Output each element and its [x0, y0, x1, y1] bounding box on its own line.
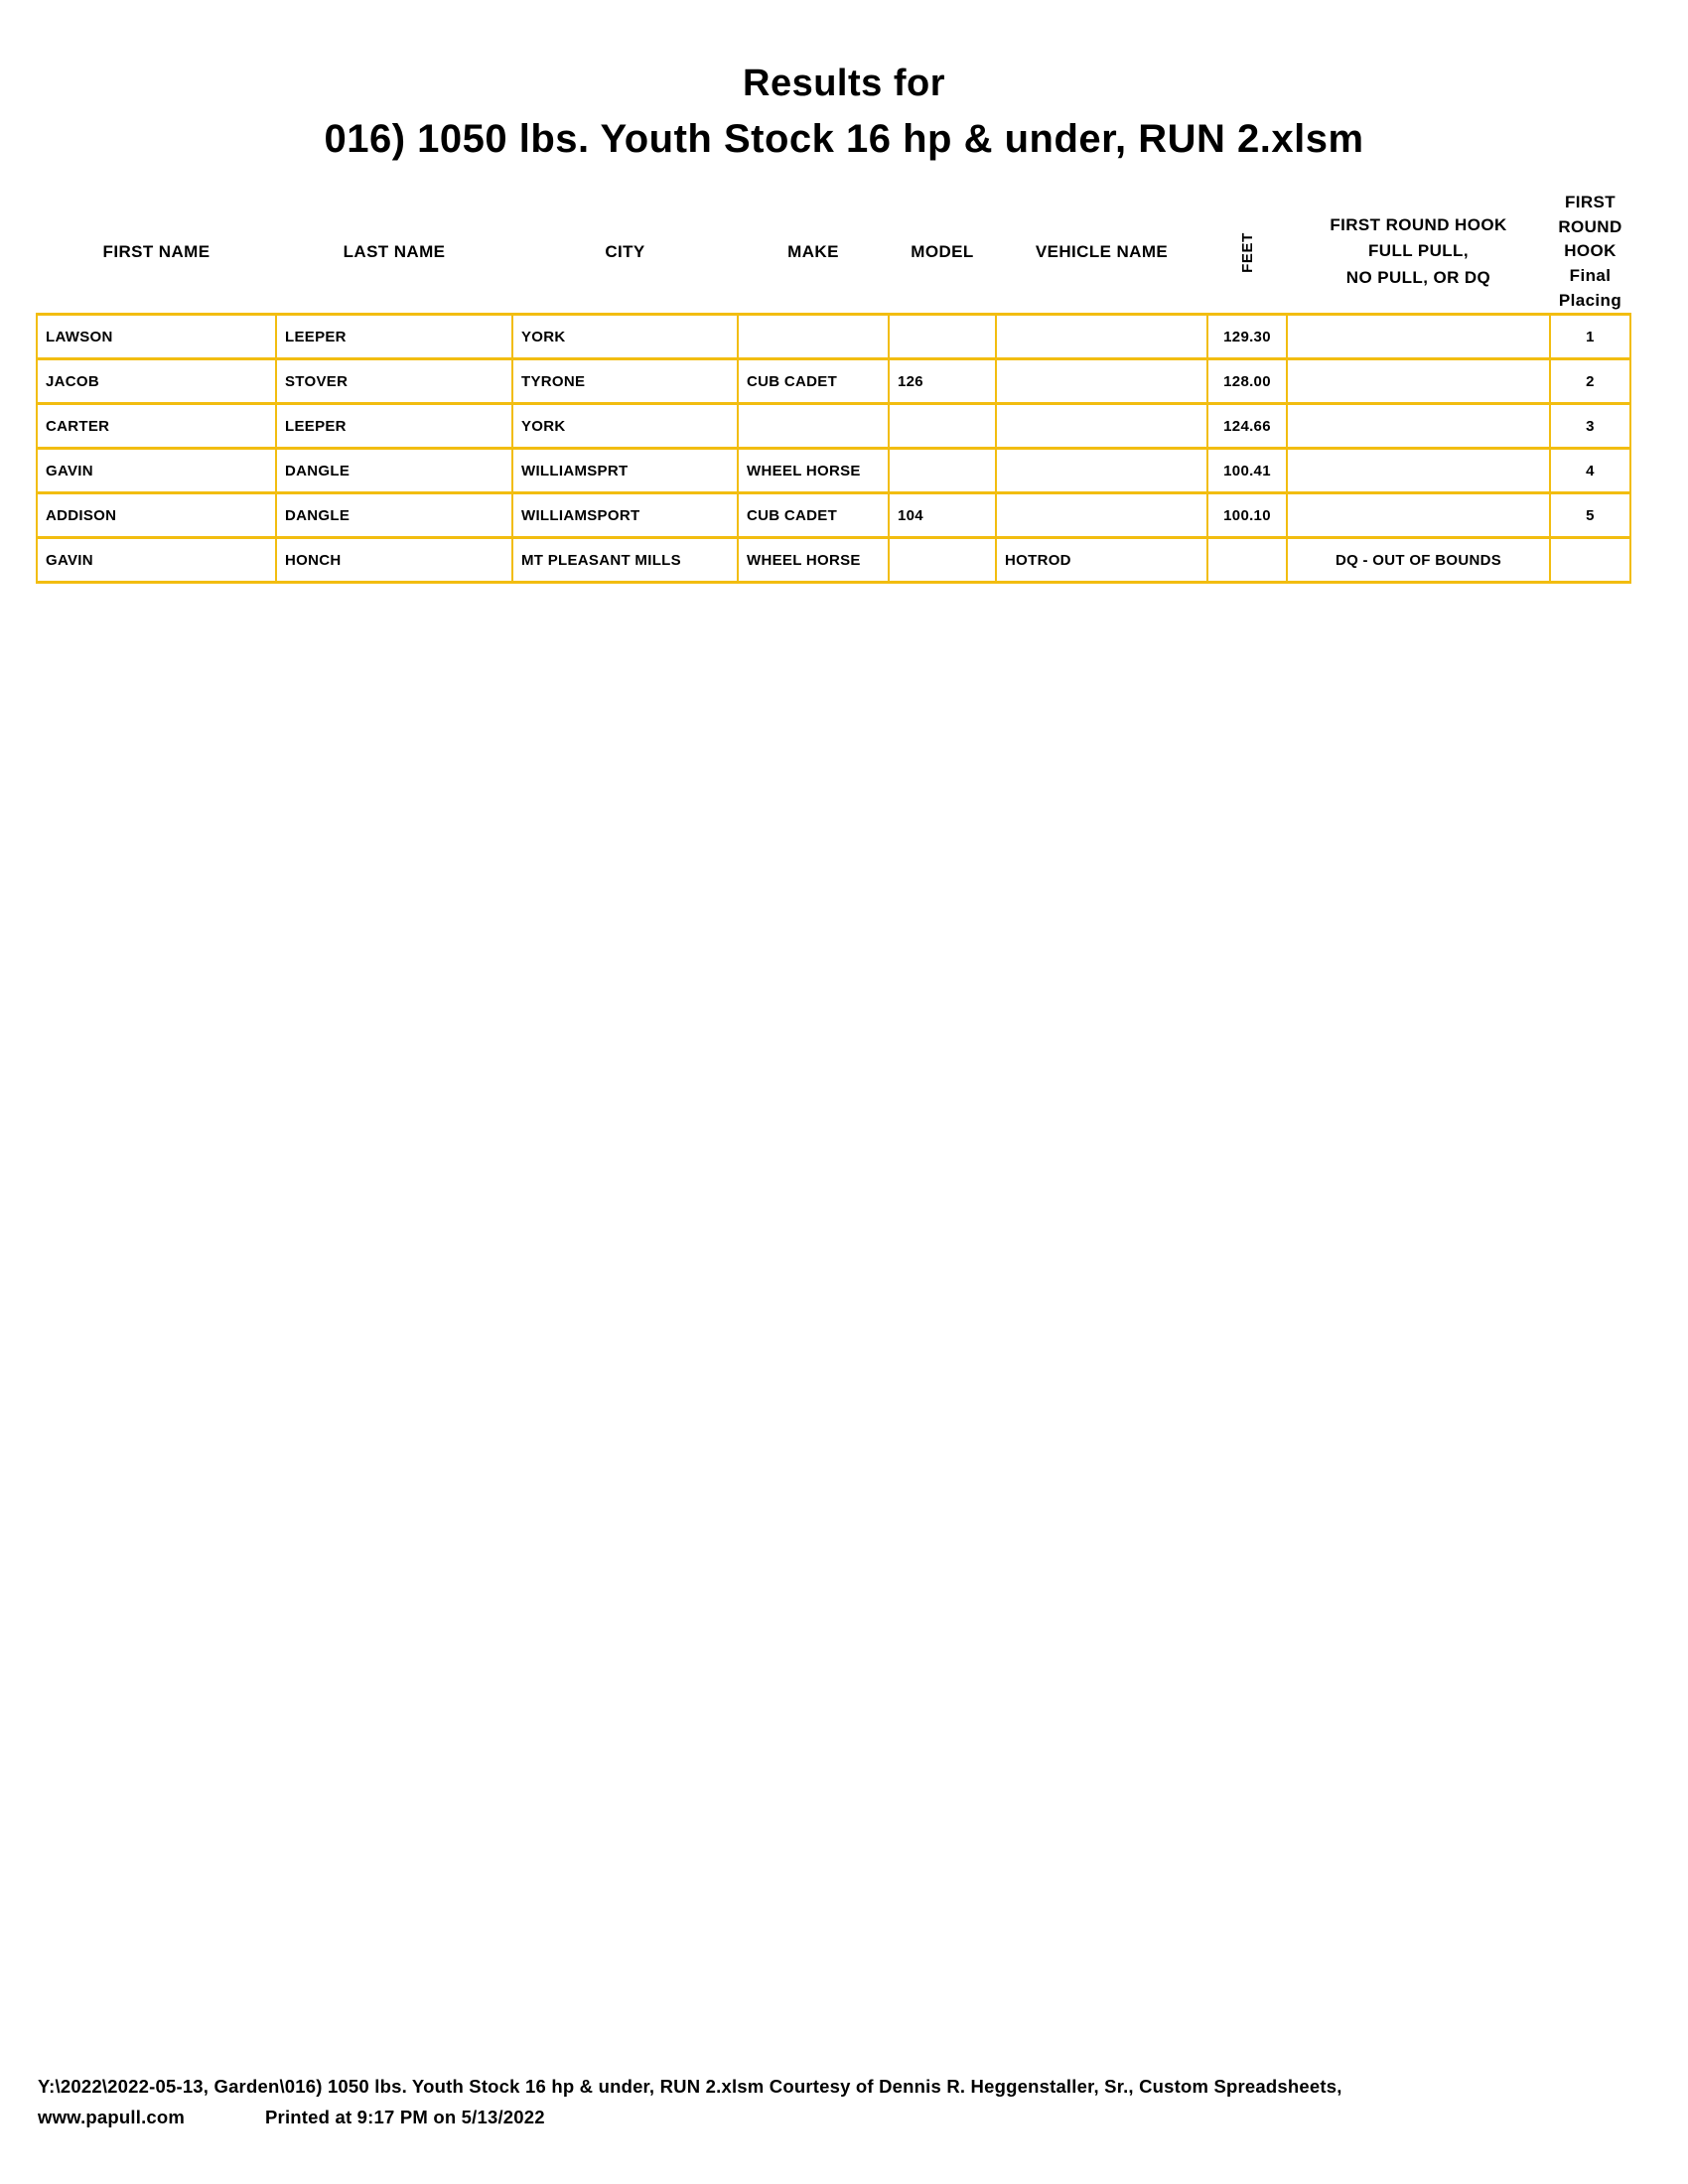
page-subtitle: 016) 1050 lbs. Youth Stock 16 hp & under, RUN 2.xlsm [324, 116, 1364, 161]
cell-last-name: DANGLE [276, 449, 512, 493]
hook-header-line3: NO PULL, OR DQ [1345, 267, 1491, 287]
cell-vehicle-name [996, 449, 1207, 493]
cell-vehicle-name: HOTROD [996, 538, 1207, 583]
cell-placing: 2 [1550, 359, 1630, 404]
cell-last-name: HONCH [276, 538, 512, 583]
cell-model [889, 404, 996, 449]
cell-vehicle-name [996, 315, 1207, 359]
col-header-last-name: LAST NAME [343, 241, 446, 261]
col-header-first-round-hook [1287, 191, 1550, 315]
cell-hook: DQ - OUT OF BOUNDS [1287, 538, 1550, 583]
cell-first-name: JACOB [37, 359, 276, 404]
cell-placing [1550, 538, 1630, 583]
table-row [37, 359, 1630, 404]
col-header-model: MODEL [911, 241, 974, 261]
cell-last-name: LEEPER [276, 404, 512, 449]
table-header-row [37, 191, 1630, 315]
cell-feet: 128.00 [1207, 359, 1287, 404]
cell-first-name: LAWSON [37, 315, 276, 359]
footer-second-line [38, 2108, 1342, 2127]
results-table [36, 191, 1631, 584]
cell-feet [1207, 538, 1287, 583]
cell-model [889, 449, 996, 493]
table-row [37, 315, 1630, 359]
cell-model [889, 315, 996, 359]
cell-vehicle-name [996, 359, 1207, 404]
cell-hook [1287, 493, 1550, 538]
footer-website: www.papull.com [38, 2107, 186, 2128]
cell-last-name: DANGLE [276, 493, 512, 538]
cell-placing: 5 [1550, 493, 1630, 538]
cell-first-name: CARTER [37, 404, 276, 449]
cell-last-name: LEEPER [276, 315, 512, 359]
footer-filepath-line: Y:\2022\2022-05-13, Garden\016) 1050 lbs. Youth Stock 16 hp & under, RUN 2.xlsm Courtesy of Dennis R. Heggenstaller, Sr., Custom Spreadsheets, [38, 2076, 1342, 2097]
cell-feet: 124.66 [1207, 404, 1287, 449]
cell-model [889, 538, 996, 583]
cell-first-name: ADDISON [37, 493, 276, 538]
cell-city: YORK [512, 315, 738, 359]
table-row [37, 404, 1630, 449]
cell-make [738, 315, 889, 359]
table-row [37, 449, 1630, 493]
footer-printed-timestamp: Printed at 9:17 PM on 5/13/2022 [265, 2107, 545, 2128]
page-footer [38, 2077, 1342, 2128]
page-title: Results for [743, 63, 945, 104]
cell-first-name: GAVIN [37, 538, 276, 583]
col-header-vehicle-name: VEHICLE NAME [1035, 241, 1169, 261]
cell-model: 104 [889, 493, 996, 538]
table-row [37, 493, 1630, 538]
feet-vertical-label: FEET [1238, 231, 1256, 273]
cell-city: WILLIAMSPORT [512, 493, 738, 538]
cell-feet: 100.41 [1207, 449, 1287, 493]
cell-first-name: GAVIN [37, 449, 276, 493]
cell-hook [1287, 359, 1550, 404]
cell-city: TYRONE [512, 359, 738, 404]
cell-model: 126 [889, 359, 996, 404]
hook-header-line1: FIRST ROUND HOOK [1330, 215, 1507, 235]
cell-placing: 4 [1550, 449, 1630, 493]
hook-header-line2: FULL PULL, [1368, 241, 1469, 261]
cell-make: WHEEL HORSE [738, 449, 889, 493]
cell-last-name: STOVER [276, 359, 512, 404]
cell-placing: 3 [1550, 404, 1630, 449]
col-header-feet [1207, 191, 1287, 315]
placing-header-line3: Final Placing [1558, 265, 1622, 310]
cell-feet: 129.30 [1207, 315, 1287, 359]
cell-feet: 100.10 [1207, 493, 1287, 538]
cell-make: CUB CADET [738, 359, 889, 404]
col-header-make: MAKE [787, 241, 839, 261]
table-row [37, 538, 1630, 583]
placing-header-line1: FIRST ROUND [1558, 193, 1622, 236]
col-header-final-placing [1550, 191, 1630, 315]
cell-city: MT PLEASANT MILLS [512, 538, 738, 583]
cell-placing: 1 [1550, 315, 1630, 359]
cell-vehicle-name [996, 404, 1207, 449]
cell-make: CUB CADET [738, 493, 889, 538]
cell-hook [1287, 315, 1550, 359]
cell-city: WILLIAMSPRT [512, 449, 738, 493]
col-header-city: CITY [605, 241, 645, 261]
placing-header-line2: HOOK [1564, 241, 1617, 261]
cell-make [738, 404, 889, 449]
cell-city: YORK [512, 404, 738, 449]
cell-hook [1287, 449, 1550, 493]
col-header-first-name: FIRST NAME [102, 241, 211, 261]
cell-hook [1287, 404, 1550, 449]
cell-make: WHEEL HORSE [738, 538, 889, 583]
cell-vehicle-name [996, 493, 1207, 538]
